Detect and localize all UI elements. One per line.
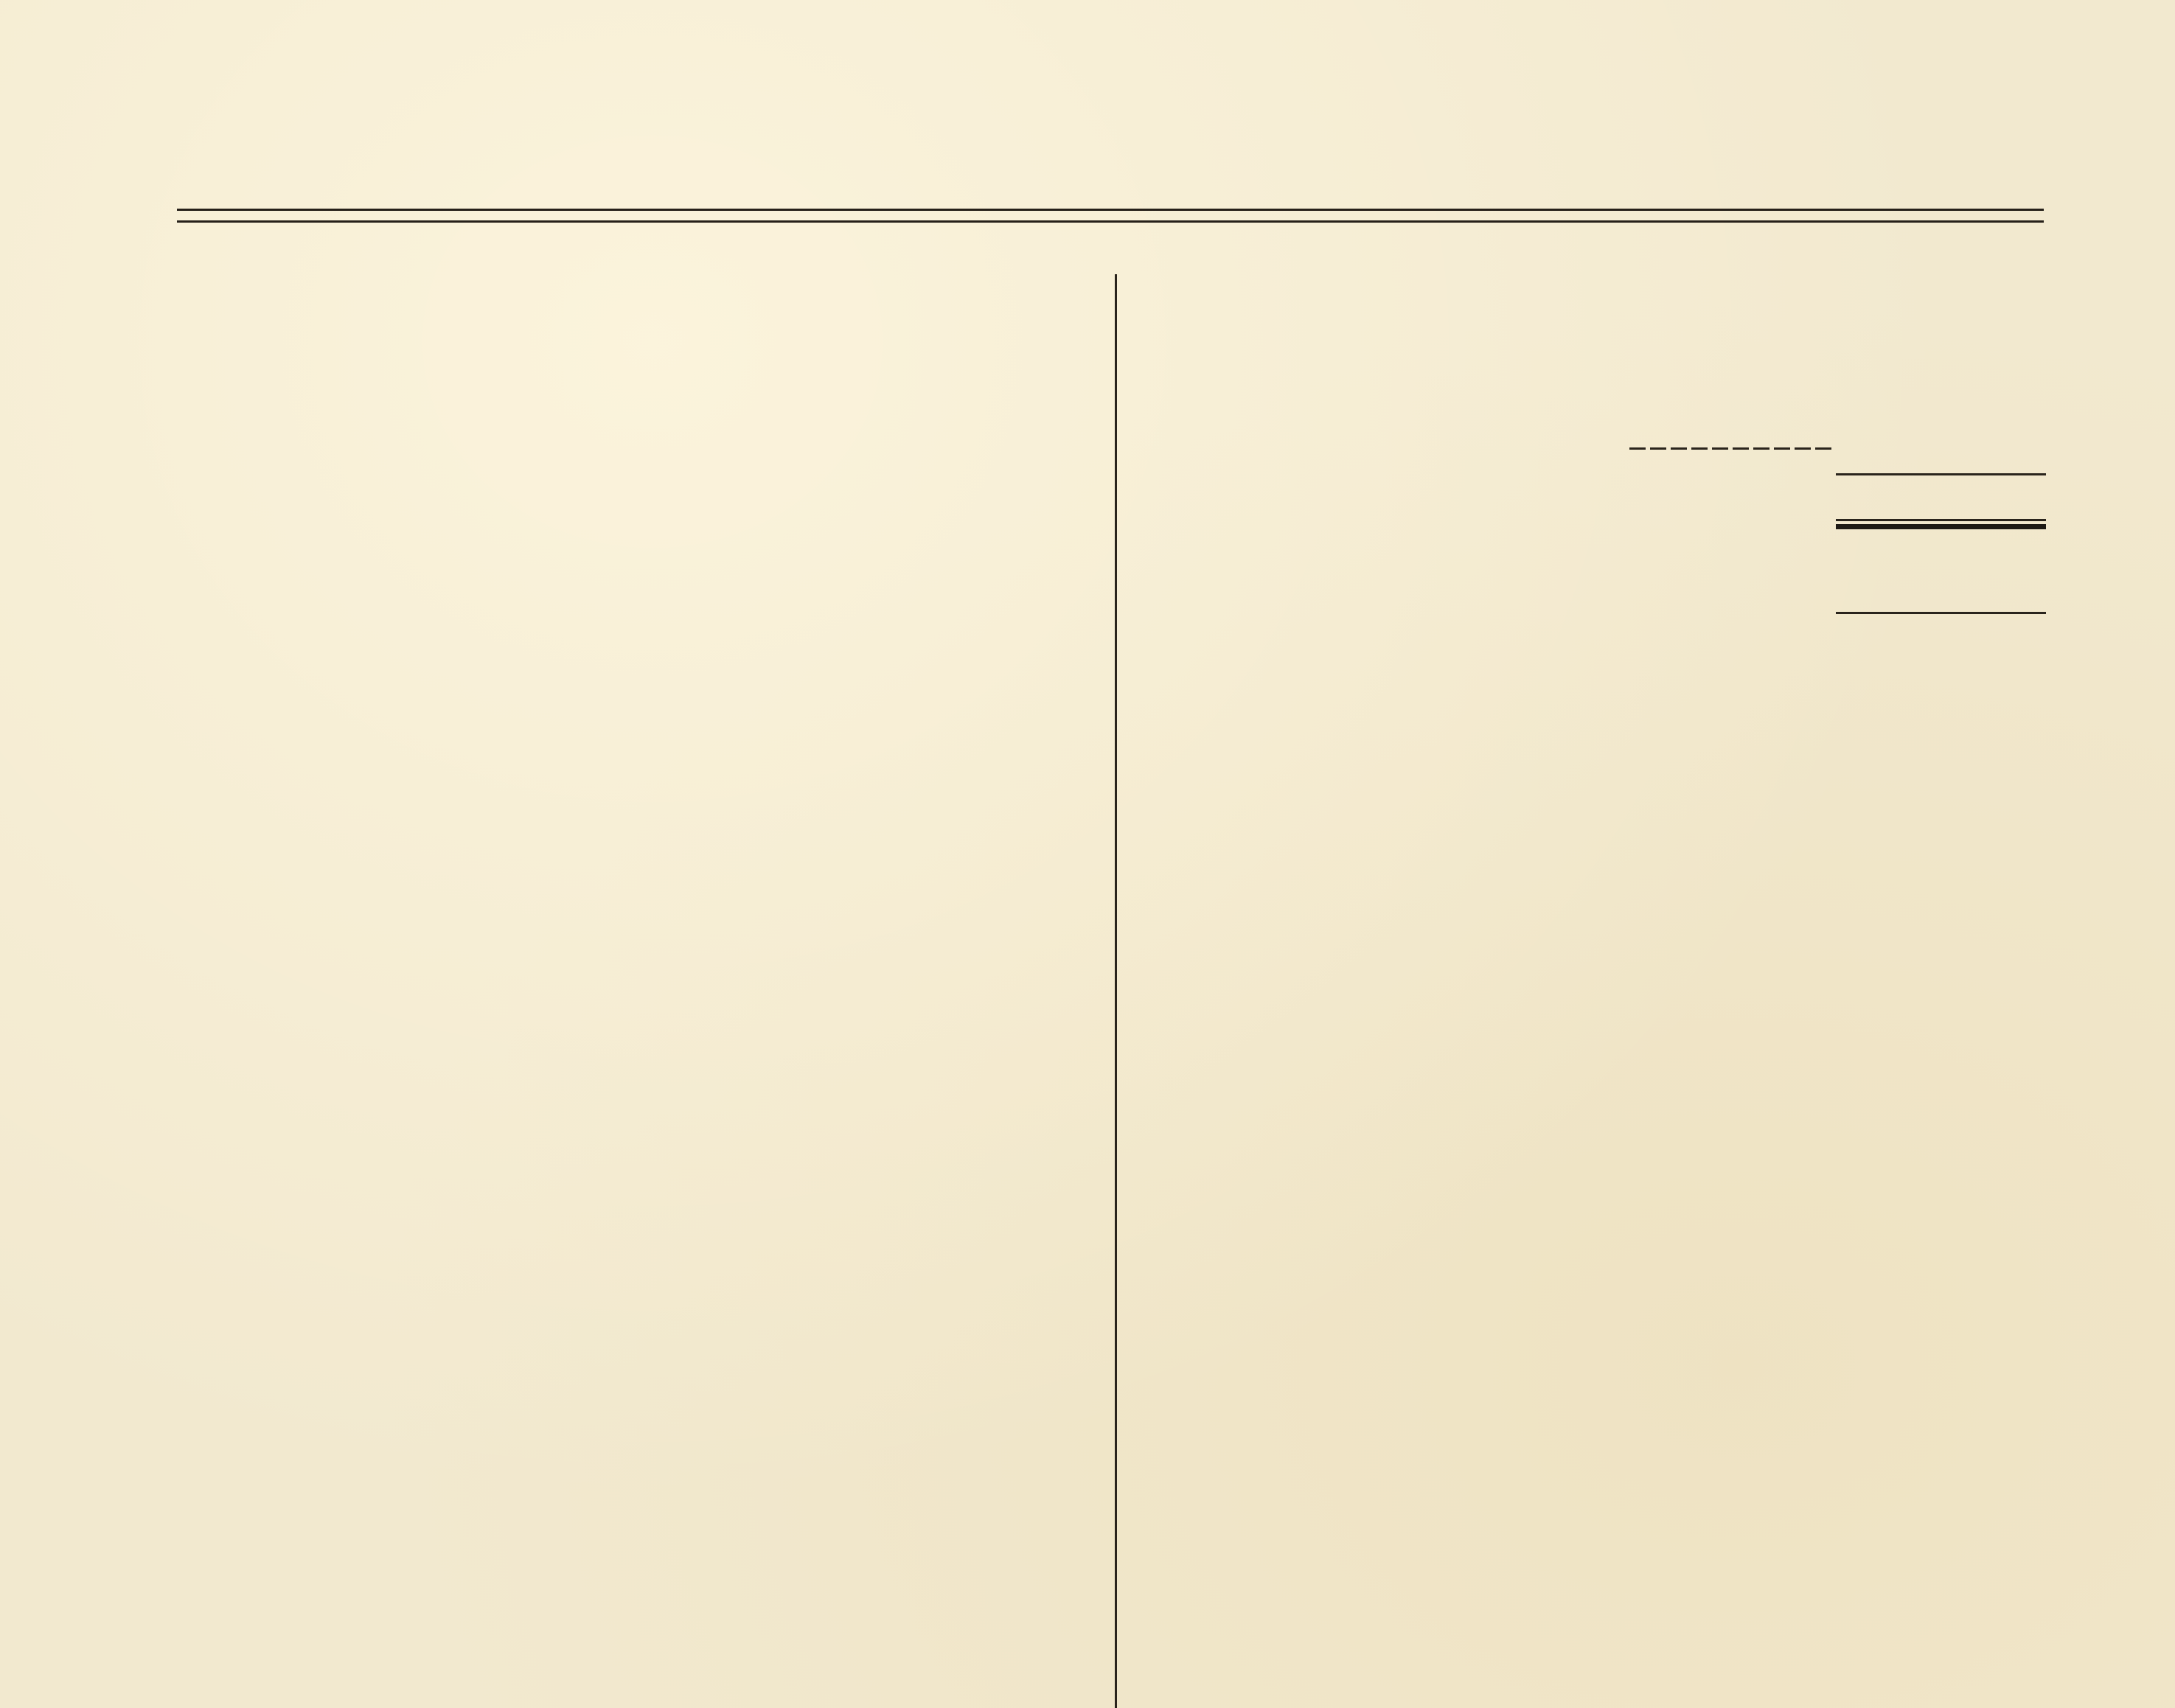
header-rule-top xyxy=(177,209,2044,211)
column-divider xyxy=(1115,274,1117,1708)
solde-rule xyxy=(1836,612,2046,614)
subtotal-rule xyxy=(1629,447,1836,450)
total-double-rule-thin xyxy=(1836,519,2046,521)
header-rule-bottom xyxy=(177,220,2044,223)
total-double-rule-thick xyxy=(1836,524,2046,529)
total-rule xyxy=(1836,473,2046,475)
